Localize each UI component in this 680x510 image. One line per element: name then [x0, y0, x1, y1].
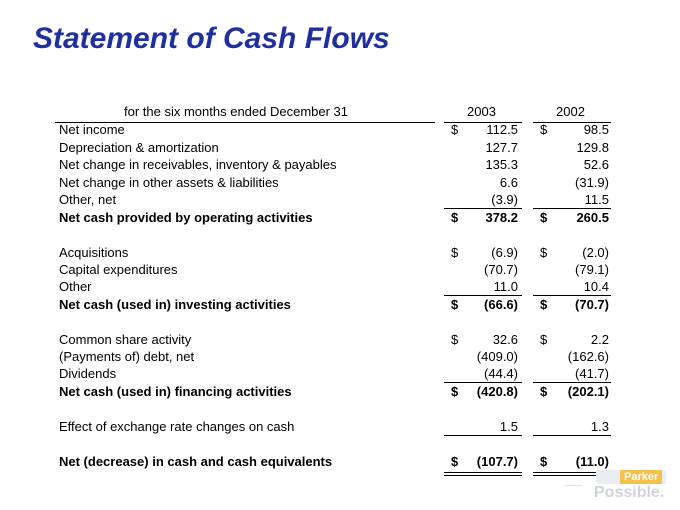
currency-symbol: $: [451, 210, 459, 225]
subtotal-line-2003: [444, 208, 522, 209]
table-row: [0, 122, 680, 139]
row-label: Net (decrease) in cash and cash equivalents: [59, 454, 333, 469]
total-double-line-2003: [444, 472, 522, 473]
row-label: Other, net: [59, 192, 117, 207]
table-row: [0, 279, 680, 296]
value-2003: 127.7: [485, 140, 518, 155]
table-row: [0, 262, 680, 279]
value-2002: (2.0): [582, 245, 609, 260]
row-label: Effect of exchange rate changes on cash: [59, 419, 295, 434]
value-2003: (3.9): [491, 192, 518, 207]
row-label: Net change in other assets & liabilities: [59, 175, 279, 190]
subtotal-line-2002: [533, 208, 611, 209]
value-2002: 129.8: [576, 140, 609, 155]
column-header-2002: 2002: [556, 104, 585, 119]
value-2003: 378.2: [485, 210, 518, 225]
value-2003: (6.9): [491, 245, 518, 260]
currency-symbol: $: [540, 332, 548, 347]
value-2002: 98.5: [583, 122, 609, 137]
table-row: [0, 140, 680, 157]
value-2002: 10.4: [583, 279, 609, 294]
table-row: [0, 175, 680, 192]
table-row: [0, 349, 680, 366]
value-2002: (70.7): [575, 297, 609, 312]
table-row: [0, 192, 680, 209]
currency-symbol: $: [540, 384, 548, 399]
row-label: Acquisitions: [59, 245, 129, 260]
value-2003: (107.7): [476, 454, 518, 469]
subtotal-line-2003: [444, 295, 522, 296]
value-2003: (66.6): [484, 297, 518, 312]
currency-symbol: $: [540, 297, 548, 312]
row-label: Common share activity: [59, 332, 192, 347]
row-label: Net change in receivables, inventory & payables: [59, 157, 337, 172]
subtotal-line-2002: [533, 382, 611, 383]
row-label: Dividends: [59, 366, 117, 381]
subtotal-line-2002: [533, 435, 611, 436]
value-2002: (79.1): [575, 262, 609, 277]
subtotal-line-2002: [533, 295, 611, 296]
value-2003: 135.3: [485, 157, 518, 172]
currency-symbol: $: [540, 122, 548, 137]
currency-symbol: $: [451, 454, 459, 469]
table-row: [0, 332, 680, 349]
value-2002: 1.3: [590, 419, 609, 434]
row-label: Net cash (used in) investing activities: [59, 297, 291, 312]
value-2003: 32.6: [492, 332, 518, 347]
subtotal-row: [0, 384, 680, 401]
table-row: [0, 419, 680, 436]
logo-mark: ——: [564, 480, 582, 490]
table-row: [0, 245, 680, 262]
value-2002: 52.6: [583, 157, 609, 172]
value-2002: (11.0): [575, 454, 609, 469]
row-label: Capital expenditures: [59, 262, 178, 277]
value-2003: 11.0: [493, 279, 518, 294]
value-2003: (420.8): [476, 384, 518, 399]
subtotal-row: [0, 297, 680, 314]
currency-symbol: $: [540, 454, 548, 469]
period-header: for the six months ended December 31: [124, 104, 349, 119]
column-header-2003: 2003: [467, 104, 496, 119]
value-2002: (202.1): [567, 384, 609, 399]
table-row: [0, 157, 680, 174]
row-label: Net cash provided by operating activities: [59, 210, 313, 225]
value-2002: (31.9): [575, 175, 609, 190]
subtotal-line-2003: [444, 382, 522, 383]
value-2002: (162.6): [567, 349, 609, 364]
page-title: Statement of Cash Flows: [33, 22, 390, 55]
logo-tagline: Possible.: [594, 484, 665, 501]
currency-symbol: $: [451, 122, 459, 137]
currency-symbol: $: [451, 332, 459, 347]
currency-symbol: $: [540, 210, 548, 225]
value-2002: (41.7): [575, 366, 609, 381]
value-2002: 260.5: [576, 210, 609, 225]
logo-brand: Parker: [620, 470, 662, 484]
row-label: (Payments of) debt, net: [59, 349, 195, 364]
value-2003: 112.5: [486, 122, 518, 137]
row-label: Net cash (used in) financing activities: [59, 384, 292, 399]
table-row: [0, 366, 680, 383]
value-2002: 11.5: [584, 192, 609, 207]
subtotal-line-2003: [444, 435, 522, 436]
total-row: [0, 454, 680, 471]
row-label: Depreciation & amortization: [59, 140, 219, 155]
value-2003: (70.7): [484, 262, 518, 277]
row-label: Other: [59, 279, 92, 294]
currency-symbol: $: [451, 297, 459, 312]
value-2002: 2.2: [590, 332, 609, 347]
value-2003: 6.6: [499, 175, 518, 190]
currency-symbol: $: [540, 245, 548, 260]
total-double-line-2003: [444, 475, 522, 476]
subtotal-row: [0, 210, 680, 227]
row-label: Net income: [59, 122, 125, 137]
value-2003: 1.5: [499, 419, 518, 434]
value-2003: (44.4): [484, 366, 518, 381]
currency-symbol: $: [451, 384, 459, 399]
currency-symbol: $: [451, 245, 459, 260]
value-2003: (409.0): [476, 349, 518, 364]
parker-logo: [560, 470, 672, 506]
